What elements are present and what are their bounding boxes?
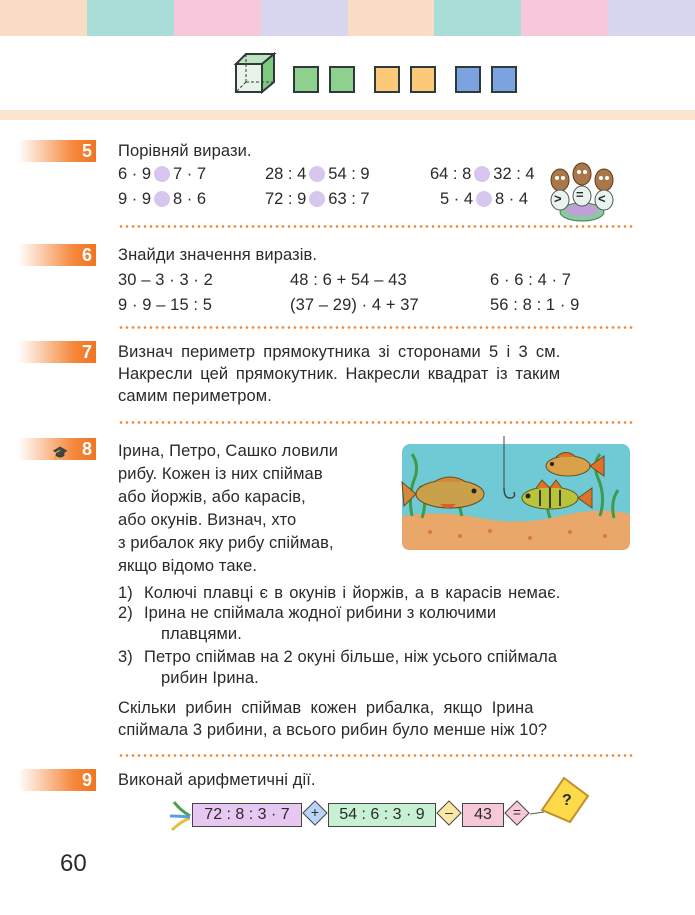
condition-num: 1) [118, 584, 133, 602]
chain-box-expression-2[interactable]: 54 : 6 : 3 · 9 [328, 803, 436, 827]
task8-question-line: спіймала 3 рибини, а всього рибин було менше ніж 10? [118, 721, 548, 739]
task8-intro-line: рибу. Кожен із них спіймав [118, 465, 323, 483]
task5-row-2 [118, 188, 206, 210]
stripe-1 [0, 0, 87, 36]
task7-line: Накресли цей прямокутник. Накресли квадрат із таким [118, 365, 561, 383]
compare-circle[interactable] [154, 191, 170, 207]
page-number: 60 [60, 850, 87, 877]
condition-line: плавцями. [161, 625, 242, 643]
task5-row-1 [265, 163, 370, 185]
expr-left: 6 · 9 [118, 165, 152, 183]
divider [118, 326, 634, 329]
task8-question-line: Скільки рибин спіймав кожен рибалка, якщо Ірина [118, 699, 534, 717]
chain-operator-equals: = [504, 800, 529, 825]
divider [118, 225, 634, 228]
expr-right: 8 · 4 [495, 190, 529, 208]
expr-right: 63 : 7 [328, 190, 370, 208]
chain-operator-plus: + [302, 800, 327, 825]
condition-line: Петро спіймав на 2 окуні більше, ніж усього спіймала [144, 648, 558, 666]
stripe-2 [87, 0, 174, 36]
compare-circle[interactable] [309, 166, 325, 182]
expr-right: 54 : 9 [328, 165, 370, 183]
blue-square [455, 66, 481, 93]
task-number-6: 6 [18, 244, 96, 266]
task7-line: Визнач периметр прямокутника зі сторонами 5 і 3 см. [118, 343, 561, 361]
condition-num: 2) [118, 604, 133, 622]
condition-line: рибин Ірина. [161, 669, 259, 687]
task5-row-1 [430, 163, 535, 185]
task8-intro-line: з рибалок яку рибу спіймав, [118, 534, 334, 552]
kite-question-mark[interactable]: ? [562, 792, 572, 809]
compare-circle[interactable] [474, 166, 490, 182]
cube-icon [232, 50, 278, 96]
green-square [329, 66, 355, 93]
task5-instruction: Порівняй вирази. [118, 142, 252, 160]
divider [118, 754, 634, 757]
chain-box-expression-1[interactable]: 72 : 8 : 3 · 7 [192, 803, 302, 827]
compare-circle[interactable] [154, 166, 170, 182]
task6-expression: 48 : 6 + 54 – 43 [290, 271, 407, 289]
compare-circle[interactable] [309, 191, 325, 207]
expr-left: 28 : 4 [265, 165, 307, 183]
task9-instruction: Виконай арифметичні дії. [118, 771, 316, 789]
task6-expression: 30 – 3 · 3 · 2 [118, 271, 213, 289]
expr-left: 64 : 8 [430, 165, 472, 183]
condition-line: Колючі плавці є в окунів і йоржів, а в карасів немає. [144, 584, 561, 602]
task5-row-1 [118, 163, 206, 185]
task8-intro-line: Ірина, Петро, Сашко ловили [118, 442, 339, 460]
chain-operator-minus: – [436, 800, 461, 825]
header-band [0, 110, 695, 120]
less-sign: < [598, 191, 606, 206]
kite-tail-icon [168, 800, 194, 834]
task6-expression: 56 : 8 : 1 · 9 [490, 296, 580, 314]
condition-line: Ірина не спіймала жодної рибини з колючими [144, 604, 497, 622]
orange-square [410, 66, 436, 93]
stripe-7 [521, 0, 608, 36]
stripe-6 [434, 0, 521, 36]
equals-sign: = [576, 187, 584, 202]
fish-aquarium-illustration [400, 436, 632, 552]
graduation-cap-icon: 🎓 [52, 445, 69, 460]
task5-row-2 [440, 188, 528, 210]
task-number-9: 9 [18, 769, 96, 791]
task6-expression: 9 · 9 – 15 : 5 [118, 296, 213, 314]
compare-circle[interactable] [476, 191, 492, 207]
task-number-7: 7 [18, 341, 96, 363]
divider [118, 421, 634, 424]
top-color-stripes [0, 0, 695, 36]
expr-left: 9 · 9 [118, 190, 152, 208]
task7-line: самим периметром. [118, 387, 272, 405]
task5-row-2 [265, 188, 370, 210]
task6-expression: (37 – 29) · 4 + 37 [290, 296, 419, 314]
expr-right: 32 : 4 [493, 165, 535, 183]
chain-box-value[interactable]: 43 [462, 803, 504, 827]
expr-left: 5 · 4 [440, 190, 474, 208]
task8-intro-line: або йоржів, або карасів, [118, 488, 306, 506]
orange-square [374, 66, 400, 93]
task-number-5: 5 [18, 140, 96, 162]
blue-square [491, 66, 517, 93]
task6-instruction: Знайди значення виразів. [118, 246, 318, 264]
stripe-3 [174, 0, 261, 36]
task8-intro-line: якщо відомо таке. [118, 557, 258, 575]
condition-num: 3) [118, 648, 133, 666]
task-number-8: 🎓 8 [18, 438, 96, 460]
expr-left: 72 : 9 [265, 190, 307, 208]
greater-sign: > [554, 191, 562, 206]
task6-expression: 6 · 6 : 4 · 7 [490, 271, 572, 289]
expr-right: 8 · 6 [173, 190, 207, 208]
stripe-8 [608, 0, 695, 36]
stripe-4 [261, 0, 348, 36]
stripe-5 [348, 0, 435, 36]
task8-intro-line: або окунів. Визнач, хто [118, 511, 297, 529]
expr-right: 7 · 7 [173, 165, 207, 183]
green-square [293, 66, 319, 93]
kite-answer-icon [530, 776, 590, 826]
